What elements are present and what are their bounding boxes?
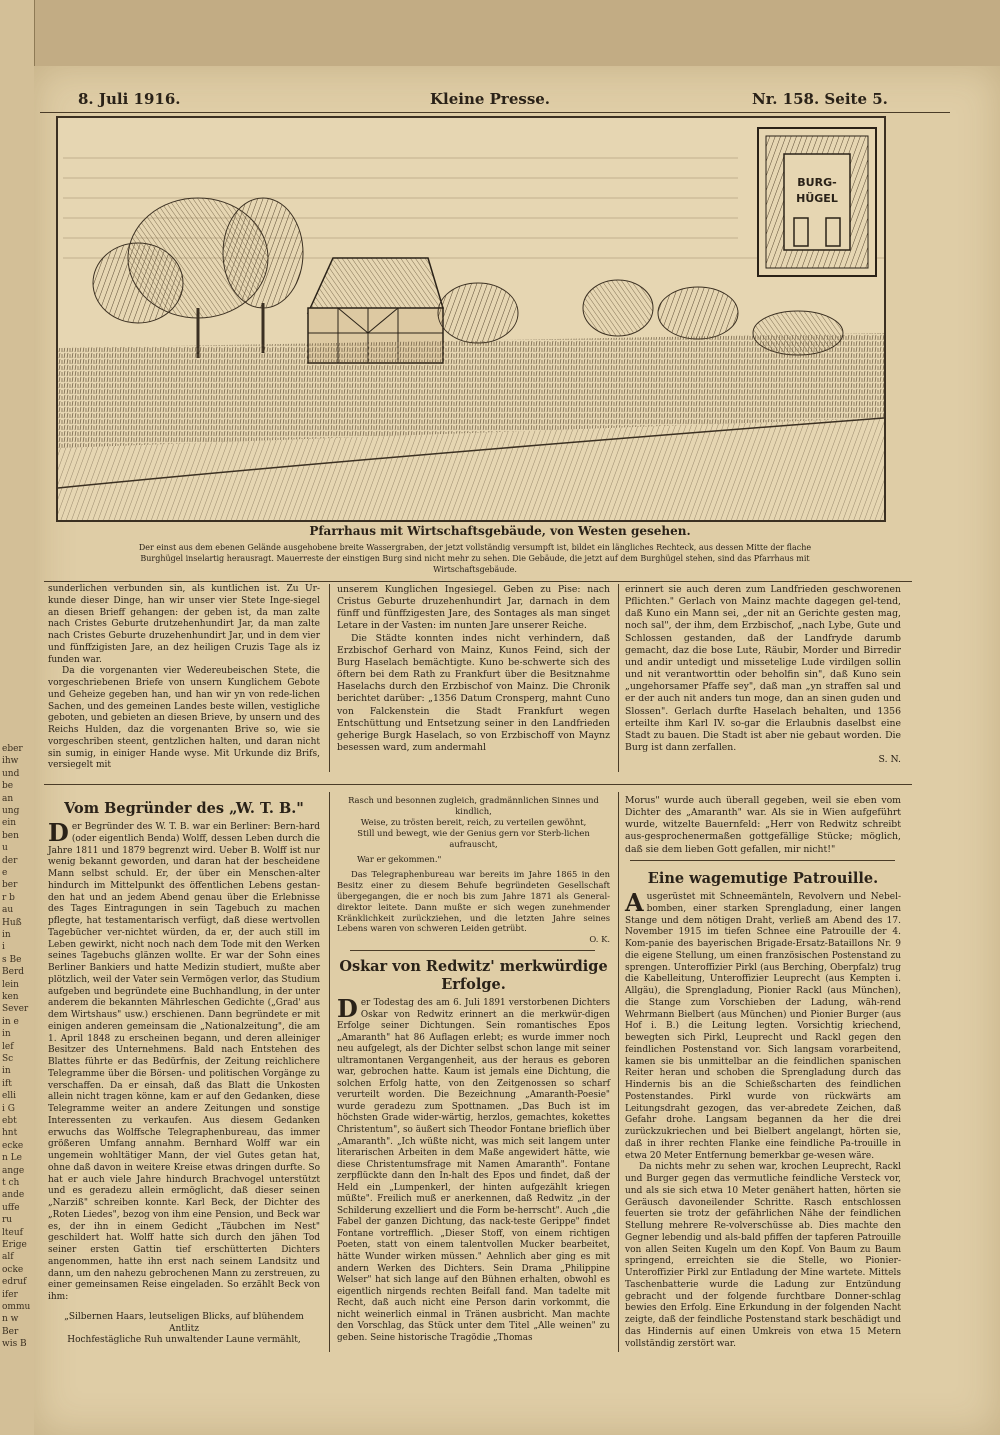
adjacent-page-fragment: n w	[2, 1314, 19, 1325]
article-wtb-body	[48, 818, 320, 1347]
adjacent-page-fragment: in	[2, 1029, 11, 1040]
masthead-rule	[40, 112, 950, 113]
article-patrol-heading: Eine wagemutige Patrouille.	[647, 870, 879, 887]
adjacent-page-fragment: ru	[2, 1215, 13, 1226]
article-wtb-closing-para: Das Telegraphenbureau war bereits im Jahre 1865 in den Besitz einer zu diesem Behufe begründeten Gesellschaft übergegangen, die er noch bis zum Jahre 1871 als General-direktor leitete. Dann mußte er sich wegen zunehmender Kränklichkeit zurückziehen, und die letzten Jahre seines Lebens waren von schweren Leiden getrübt.	[337, 868, 610, 934]
adjacent-page-fragment: ande	[2, 1190, 25, 1201]
article-redwitz-col3-text: Morus" wurde auch überall gegeben, weil sie eben vom Dichter des „Amaranth" war. Als sie in Wien aufgeführt wurde, witzelte Bauernfeld: „Herr von Redwitz schreibt aus-gesprochenermaßen gottgefällige Stücke; möglich, daß sie dem lieben Gott gefallen, mir nicht!"	[625, 795, 901, 855]
adjacent-page-fragment: ihw	[2, 756, 19, 767]
article-patrol-body	[625, 888, 901, 1350]
adjacent-page-fragment: alf	[2, 1252, 14, 1263]
adjacent-page-fragment: Berd	[2, 967, 25, 978]
adjacent-page-fragment: Sc	[2, 1054, 14, 1064]
illustration-caption-text: Der einst aus dem ebenen Gelände ausgehobene breite Wassergraben, der jetzt vollständig versumpft ist, bildet ein längliches Rechteck, aus dessen Mitte der flache Burghügel inselartig herausragt. Mauerreste der einstigen Burg sind nicht mehr zu sehen. Die Gebäude, die jetzt auf dem Burghügel stehen, sind das Pfarrhaus mit Wirtschaftsgebäude.	[138, 543, 812, 574]
article-wtb-verse1	[48, 1312, 320, 1347]
article-wtb-verse2	[337, 795, 610, 865]
article-wtb-text: er Begründer des W. T. B. war ein Berliner: Bern-hard (oder eigentlich Benda) Wolff, dessen Leben durch die Jahre 1811 und 1879 begrenzt wird. Ueber B. Wolff ist nur wenig bekannt geworden, und daran hat der bescheidene Mann selbst schuld. Er, der über ein Menschen-alter hindurch im Mittelpunkt des öffentlichen Lebens gestan-den hat und an jedem Abend genau über die Erlebnisse des Tages Eintragungen in sein Tagebuch zu machen pflegte, hat testamentarisch verfügt, daß diese wertvollen Tagebücher ver-nichtet würden, da er, der auch still im Leben gewirkt, nicht noch nach dem Tode mit den Werken seines Tagebuchs glänzen wollte. Er war der Sohn eines Berliner Bankiers und hatte Medizin studiert, mußte aber plötzlich, weil der Vater sein Vermögen verlor, das Studium aufgeben und begründete eine Buchhandlung, in der unter anderem die bekannten Mährleschen Gedichte („Grad' aus dem Wirtshaus" usw.) erschienen. Dann begründete er mit einigen anderen gemeinsam die „Nationalzeitung", die am 1. April 1848 zu erscheinen begann, und deren alleiniger Besitzer des Unternehmens. Bald nach Entstehen des Blattes führte er das Bedürfnis, der Zeitung reichlichere Telegramme über die Börsen- und politischen Vorgänge zu verschaffen. Da er einsah, daß das Blatt die Unkosten allein nicht tragen könne, kam er auf den Gedanken, diese Telegramme weiter an andere Zeitungen und sonstige Interessenten zu verkaufen. Aus diesem Gedanken erwuchs das Wolffsche Telegraphenbureau, das immer größeren Umfang annahm. Bernhard Wolff war ein ungemein wohltätiger Mann, der viel Gutes getan hat, ohne daß davon in weitere Kreise etwas dringen durfte. So hat er auch viele Jahre hindurch Brachvogel unterstützt und es geradezu allein ermöglicht, daß dieser seinen „Narziß" schreiben konnte. Karl Beck, der Dichter des „Roten Liedes", bezog von ihm eine Pension, und Beck war es, der ihn in einem Gedicht „Täubchen im Nest" geschildert hat. Wolff hatte sich durch den jähen Tod seiner ersten Gattin tief erschütterten Dichters angenommen, hatte ihn erst nach seinem Landsitz und dann, um den nahezu gebrochenen Mann zu zerstreuen, zu einer gemeinsamen Reise eingeladen. So erzählt Beck von ihm:	[48, 822, 320, 1302]
verse1-line1: „Silbernen Haars, leutseligen Blicks, auf blühendem Antlitz	[64, 1311, 304, 1334]
adjacent-page-fragment: ecke	[2, 1140, 24, 1151]
adjacent-page-fragment: r b	[2, 892, 15, 903]
article-patrol-para2: Da nichts mehr zu sehen war, krochen Leuprecht, Rackl und Burger gegen das vermutliche feindliche Versteck vor, und als sie sich etwa 10 Meter genähert hatten, hörten sie Geräusch davoneilender Schritte. Rasch entschlossen feuerten sie trotz der gefährlichen Nähe der feindlichen Stellung mehrere Re-volverschüsse ab. Dies machte den Gegner lebendig und als-bald pfiffen der tapferen Patrouille von allen Seiten Kugeln um den Kopf. Von Baum zu Baum springend, erreichten sie die Stelle, wo Pionier-Unteroffizier Pirkl zur Entladung der Mine wartete. Mittels Taschenbatterie wurde die Ladung zur Entzündung gebracht und der folgende furchtbare Donner-schlag bewies den Erfolg. Eine Erkundung in der folgenden Nacht zeigte, daß der feindliche Postenstand stark beschädigt und das Hindernis auf einen Umkreis von etwa 15 Metern vollständig zerstört war.	[625, 1162, 901, 1349]
verse2-line3: Still und bewegt, wie der Genius gern vor Sterb-lichen aufrauscht,	[357, 827, 590, 849]
adjacent-page-fragment: hnt	[2, 1128, 18, 1139]
newspaper-title: Kleine Presse.	[430, 90, 551, 108]
article-redwitz-dropcap: D	[337, 994, 358, 1023]
adjacent-page-fragment: in	[2, 930, 11, 940]
article-separator-right	[630, 860, 895, 861]
adjacent-page-fragment: ommu	[2, 1302, 31, 1312]
adjacent-page-fragment: i G	[2, 1103, 15, 1114]
article-redwitz-body	[337, 994, 610, 1344]
adjacent-page-fragment: ken	[2, 992, 19, 1002]
adjacent-page-fragment: und	[2, 768, 20, 779]
adjacent-page-fragment: eber	[2, 744, 23, 754]
adjacent-page-strip	[0, 0, 35, 1435]
adjacent-page-fragment: lef	[2, 1041, 14, 1052]
article-wtb-heading: Vom Begründer des „W. T. B."	[64, 800, 304, 817]
article-patrol-dropcap: A	[625, 888, 644, 917]
upper-col3-signature: S. N.	[878, 754, 901, 766]
adjacent-page-fragment: ebt	[2, 1116, 17, 1126]
verse2-line1: Rasch und besonnen zugleich, gradmännlichen Sinnes und kindlich,	[348, 795, 599, 816]
upper-col3-para1: erinnert sie auch deren zum Landfrieden geschworenen Pflichten." Gerlach von Mainz machte dagegen gel-tend, daß Kuno ein Mann sei, „der nit an Gerichte gesten mag, noch sal", der ihm, dem Erzbischof, „nach Lybe, Gute und Schlossen gestanden, daß der Landfryde darumb gemacht, daz die bose Lute, Räubir, Morder und Birredir und andir untedigt und missetelige Lude virdilgen sollin und nit verantworttin oder beholfin sin", daß Kuno sein „ungehorsamer Pfaffe sey", daß man „yn straffen sal und er der auch nit anders tun moge, dan an sinen guden und Slossen". Gerlach durfte Haselach behalten, und 1356 erteilte ihm Karl IV. so-gar die Erlaubnis daselbst eine Stadt zu bauen. Die Stadt ist aber nie gebaut worden. Die Burg ist dann zerfallen.	[625, 584, 901, 754]
adjacent-page-fragment: wis B	[2, 1339, 27, 1350]
lower-section-rule	[44, 784, 912, 785]
background-top	[34, 0, 1000, 66]
masthead	[0, 90, 1000, 114]
column-divider-2-upper	[618, 584, 619, 772]
article-redwitz-continued	[625, 795, 901, 856]
adjacent-page-fragment: e	[2, 868, 8, 878]
column-divider-1-upper	[329, 584, 330, 772]
adjacent-page-fragment: au	[2, 905, 14, 916]
adjacent-page-fragment: i	[2, 942, 5, 953]
adjacent-page-fragment: n Le	[2, 1153, 22, 1164]
adjacent-page-fragment: der	[2, 855, 18, 866]
adjacent-page-fragment: ifer	[2, 1289, 18, 1300]
adjacent-page-fragment: Erige	[2, 1240, 27, 1250]
article-separator-mid	[350, 950, 595, 951]
column-divider-2-lower	[618, 792, 619, 1352]
adjacent-page-fragment: ung	[2, 806, 20, 816]
illustration-caption-title: Pfarrhaus mit Wirtschaftsgebäude, von Westen gesehen.	[309, 524, 691, 538]
inset-label-line2: HÜGEL	[796, 192, 838, 205]
issue-date: 8. Juli 1916.	[78, 90, 181, 108]
adjacent-page-fragment: lteuf	[2, 1227, 23, 1238]
verse1-line2: Hochfestägliche Ruh unwaltender Laune vermählt,	[67, 1335, 301, 1346]
adjacent-page-fragment: in e	[2, 1016, 19, 1027]
inset-label-line1: BURG-	[797, 176, 837, 189]
adjacent-page-fragment: Sever	[2, 1004, 29, 1015]
upper-column-3	[625, 584, 901, 766]
adjacent-page-fragment: ein	[2, 818, 17, 829]
column-divider-1-lower	[329, 792, 330, 1352]
adjacent-page-fragment: ange	[2, 1165, 25, 1176]
article-redwitz-heading	[337, 958, 610, 994]
upper-column-1	[48, 584, 320, 772]
upper-col1-para2: Da die vorgenanten vier Wedereubeischen Stete, die vorgeschriebenen Briefe von unsern Kunglichem Gebote und Geheize gegeben han, und han wir yn von rede-lichen Sachen, und des gemeinen Landes beste willen, vestigliche geboten, und gebieten an diesen Brieve, by unsern und des Reichs Hulden, daz die vorgenanten Brive so, wie sie vorgeschriben steent, gentzlichen halten, und daran nicht sin sumig, in einiger Hande wyse. Mit Urkunde diz Brifs, versiegelt mit	[48, 666, 320, 771]
adjacent-page-fragment: ocke	[2, 1264, 24, 1275]
adjacent-page-fragment: elli	[2, 1091, 16, 1102]
upper-section-rule	[44, 581, 912, 582]
verse2-line4: War er gekommen."	[357, 853, 442, 864]
adjacent-page-fragment: ben	[2, 830, 19, 841]
article-wtb-dropcap: D	[48, 818, 69, 847]
adjacent-page-fragment: t ch	[2, 1178, 20, 1188]
adjacent-page-fragment: be	[2, 781, 14, 792]
adjacent-page-fragment: edruf	[2, 1277, 27, 1288]
upper-col2-para1: unserem Kunglichen Ingesiegel. Geben zu Pise: nach Cristus Geburte druzehenhundirt Jar, darnach in dem fünff und fünffzigesten Jare, des Sontages als man singet Letare in der Vasten: im nunten Jare unserer Reiche.	[337, 584, 610, 632]
issue-page-number: Nr. 158. Seite 5.	[752, 90, 888, 108]
illustration-parsonage	[56, 116, 886, 522]
adjacent-page-fragment: Ber	[2, 1326, 19, 1337]
adjacent-page-fragment: lein	[2, 979, 19, 990]
adjacent-page-fragment: Huß	[2, 917, 22, 928]
article-wtb-signature: O. K.	[589, 934, 610, 945]
adjacent-page-fragment: ift	[2, 1078, 12, 1089]
article-wtb-continued	[337, 795, 610, 945]
adjacent-page-fragment: s Be	[2, 954, 22, 965]
article-redwitz-text: er Todestag des am 6. Juli 1891 verstorbenen Dichters Oskar von Redwitz erinnert an die merkwür-digen Erfolge seiner Dichtungen. Sein romantisches Epos „Amaranth" hat 86 Auflagen erlebt; es wurde immer noch neu aufgelegt, als der Dichter selbst schon lange mit seiner ultramontanen Vergangenheit, aus der heraus es geboren war, gebrochen hatte. Kaum ist jemals eine Dichtung, die solchen Erfolg hatte, von den Zeitgenossen so scharf verurteilt worden. Die Bezeichnung „Amaranth-Poesie" wurde geradezu zum Spottnamen. „Das Buch ist im höchsten Grade wider-wärtig, herzlos, gemachtes, kokettes Christentum", so äußert sich Theodor Fontane brieflich über „Amaranth". „Ich wüßte nicht, was mich seit langem unter literarischen Arbeiten in dem Maße angewidert hätte, wie diese Christentumsfrage mit Namen Amaranth". Fontane zerpflückte dann den In-halt des Epos und findet, daß der Held ein „Lumpenkerl, der hinten aufgezählt kriegen müßte". Freilich muß er anerkennen, daß Redwitz „in der Schilderung exzelliert und die Form be-herrscht". Auch „die Fabel der ganzen Dichtung, das nack-teste Gerippe" findet Fontane vortrefflich. „Dieser Stoff, von einem richtigen Poeten, statt von einem talentvollen Mucker bearbeitet, hätte Wunder wirken müssen." Aehnlich aber ging es mit andern Werken des Dichters. Sein Drama „Philippine Welser" hat sich lange auf den Bühnen erhalten, obwohl es eigentlich nirgends rechten Beifall fand. Man tadelte mit Recht, daß auch nicht eine Person darin vorkommt, die nicht weinerlich einmal in Tränen ausbricht. Man machte den Vorschlag, das Stück unter dem Titel „Alle weinen" zu geben. Seine historische Tragödie „Thomas	[337, 998, 610, 1343]
parsonage-landscape-drawing	[58, 118, 884, 520]
upper-column-2	[337, 584, 610, 754]
adjacent-page-fragment: uffe	[2, 1202, 20, 1213]
article-redwitz-heading-line1: Oskar von Redwitz' merkwürdige	[339, 958, 608, 975]
adjacent-page-fragment: in	[2, 1066, 11, 1077]
adjacent-page-fragment: an	[2, 793, 14, 804]
article-patrol-para1: usgerüstet mit Schneemänteln, Revolvern und Nebel-bomben, einer starken Sprengladung, einer langen Stange und dem nötigen Draht, verließ am Abend des 17. November 1915 im tiefen Schnee eine Patrouille der 4. Kom-panie des bayerischen Brigade-Ersatz-Bataillons Nr. 9 die eigene Stellung, um einen französischen Postenstand zu sprengen. Unteroffizier Pirkl (aus Berching, Oberpfalz) trug die Kabelleitung, Unteroffizier Leuprecht (aus Kempten i. Allgäu), die Sprengladung, Pionier Rackl (aus München), die Stange zum Vorschieben der Ladung, wäh-rend Wehrmann Bielbert (aus München) und Pionier Burger (aus Hof i. B.) die Leitung legten. Vorsichtig kriechend, bewegten sich Pirkl, Leuprecht und Rackl gegen den feindlichen Postenstand vor. Sich langsam vorarbeitend, kamen sie bis unmittelbar an die feindlichen spanischen Reiter heran und schoben die Sprengladung durch das Hindernis bis an die Schießscharten des feindlichen Postenstandes. Pirkl wurde von rückwärts am Leitungsdraht gezogen, das ver-abredete Zeichen, daß Gefahr drohe. Langsam begannen da her die drei zurückzukriechen und bei Bielbert angelangt, hörten sie, daß in ihrer rechten Flanke eine feindliche Pa-trouille in etwa 20 Meter Entfernung bemerkbar ge-wesen wäre.	[625, 892, 901, 1161]
adjacent-page-fragment: ber	[2, 880, 18, 891]
adjacent-page-fragment: u	[2, 843, 8, 854]
verse2-line2: Weise, zu trösten bereit, reich, zu verteilen gewöhnt,	[360, 816, 587, 827]
upper-col1-para1: sunderlichen verbunden sin, als kuntlichen ist. Zu Ur-kunde dieser Dinge, han wir unser vier Stete Inge-siegel an diesen Brieff gehangen: der geben ist, da man zalte nach Cristes Geburte drutzehenhundirt Jar, da man zalte nach Cristes Geburte druzehenhundirt Jar, und in dem vier und fünffzigisten Jare, an dez heiligen Cruzis Tage als iz funden war.	[48, 584, 320, 665]
upper-col2-para2: Die Städte konnten indes nicht verhindern, daß Erzbischof Gerhard von Mainz, Kunos Feind, sich der Burg Haselach bemächtigte. Kuno be-schwerte sich des öftern bei dem Rath zu Frankfurt über die Besitznahme Haselachs durch den Erzbischof von Mainz. Die Chronik berichtet darüber: „1356 Datum Cronsperg, mahnt Cuno von Falckenstein die Stadt Frankfurt wegen Entschüttung und Entsetzung seiner in den Landfrieden geherige Burgk Haselach, so von Erzbischoff von Maynz besessen ward, zum andermahl	[337, 632, 610, 754]
article-redwitz-heading-line2: Erfolge.	[441, 976, 506, 993]
